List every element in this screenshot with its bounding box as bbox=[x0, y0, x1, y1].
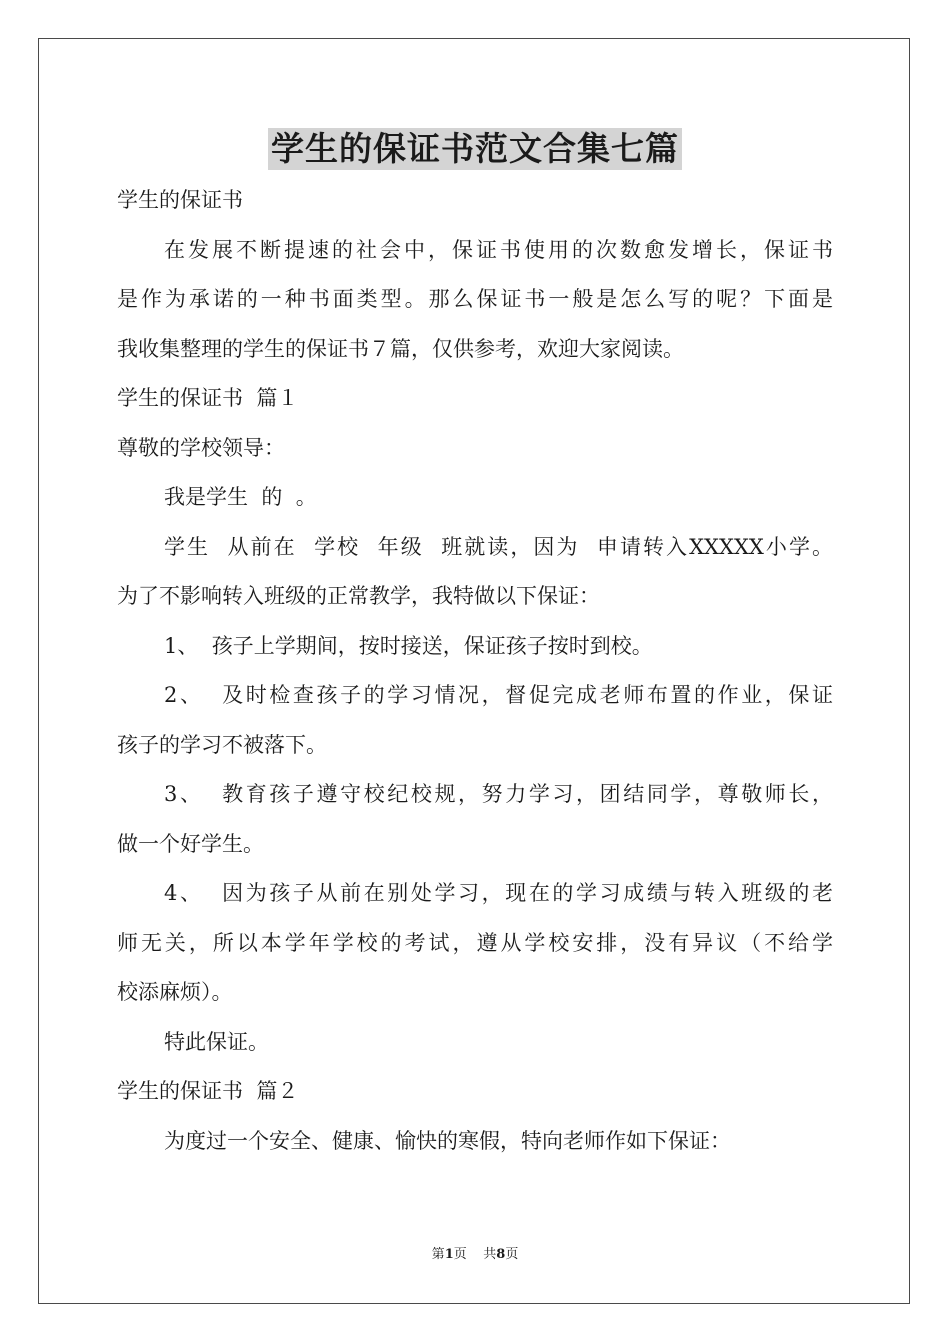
text-line: 学生的保证书 篇２ bbox=[117, 1079, 299, 1103]
text-line: 2、 及时检查孩子的学习情况，督促完成老师布置的作业，保证 bbox=[164, 683, 833, 707]
text-line: 我是学生 的 。 bbox=[164, 485, 317, 509]
text-line: 是作为承诺的一种书面类型。那么保证书一般是怎么写的呢？下面是 bbox=[117, 287, 833, 311]
page-footer bbox=[0, 1243, 950, 1262]
text-line: 学生 从前在 学校 年级 班就读，因为 申请转入XXXXX小学。 bbox=[164, 534, 833, 559]
text-line: 我收集整理的学生的保证书７篇，仅供参考，欢迎大家阅读。 bbox=[117, 336, 684, 361]
text-line: 为了不影响转入班级的正常教学，我特做以下保证： bbox=[117, 584, 600, 608]
text-line: 做一个好学生。 bbox=[117, 831, 264, 856]
footer-suffix: 页 bbox=[505, 1247, 519, 1262]
text-line: 校添麻烦）。 bbox=[117, 980, 233, 1004]
text-line: 学生的保证书 篇１ bbox=[117, 386, 299, 410]
title-area bbox=[0, 128, 950, 170]
text-line: 3、 教育孩子遵守校纪校规，努力学习，团结同学，尊敬师长， bbox=[164, 782, 833, 806]
text-line: 4、 因为孩子从前在别处学习，现在的学习成绩与转入班级的老 bbox=[164, 881, 833, 905]
text-line: 为度过一个安全、健康、愉快的寒假，特向老师作如下保证： bbox=[164, 1128, 731, 1153]
text-line: 特此保证。 bbox=[164, 1029, 269, 1054]
document-title: 学生的保证书范文合集七篇 bbox=[268, 128, 682, 170]
text-line: 师无关，所以本学年学校的考试，遵从学校安排，没有异议（不给学 bbox=[117, 930, 833, 955]
footer-prefix: 第 bbox=[431, 1247, 445, 1262]
footer-current-page: 1 bbox=[444, 1247, 454, 1262]
text-line: 孩子的学习不被落下。 bbox=[117, 732, 327, 757]
footer-total-pages: 8 bbox=[496, 1247, 506, 1262]
document-body bbox=[117, 176, 833, 1166]
footer-middle: 页 共 bbox=[453, 1247, 497, 1262]
text-line: 1、 孩子上学期间，按时接送，保证孩子按时到校。 bbox=[164, 633, 653, 658]
text-line: 尊敬的学校领导： bbox=[117, 435, 285, 460]
text-line: 学生的保证书 bbox=[117, 188, 243, 212]
text-line: 在发展不断提速的社会中，保证书使用的次数愈发增长，保证书 bbox=[164, 237, 833, 262]
